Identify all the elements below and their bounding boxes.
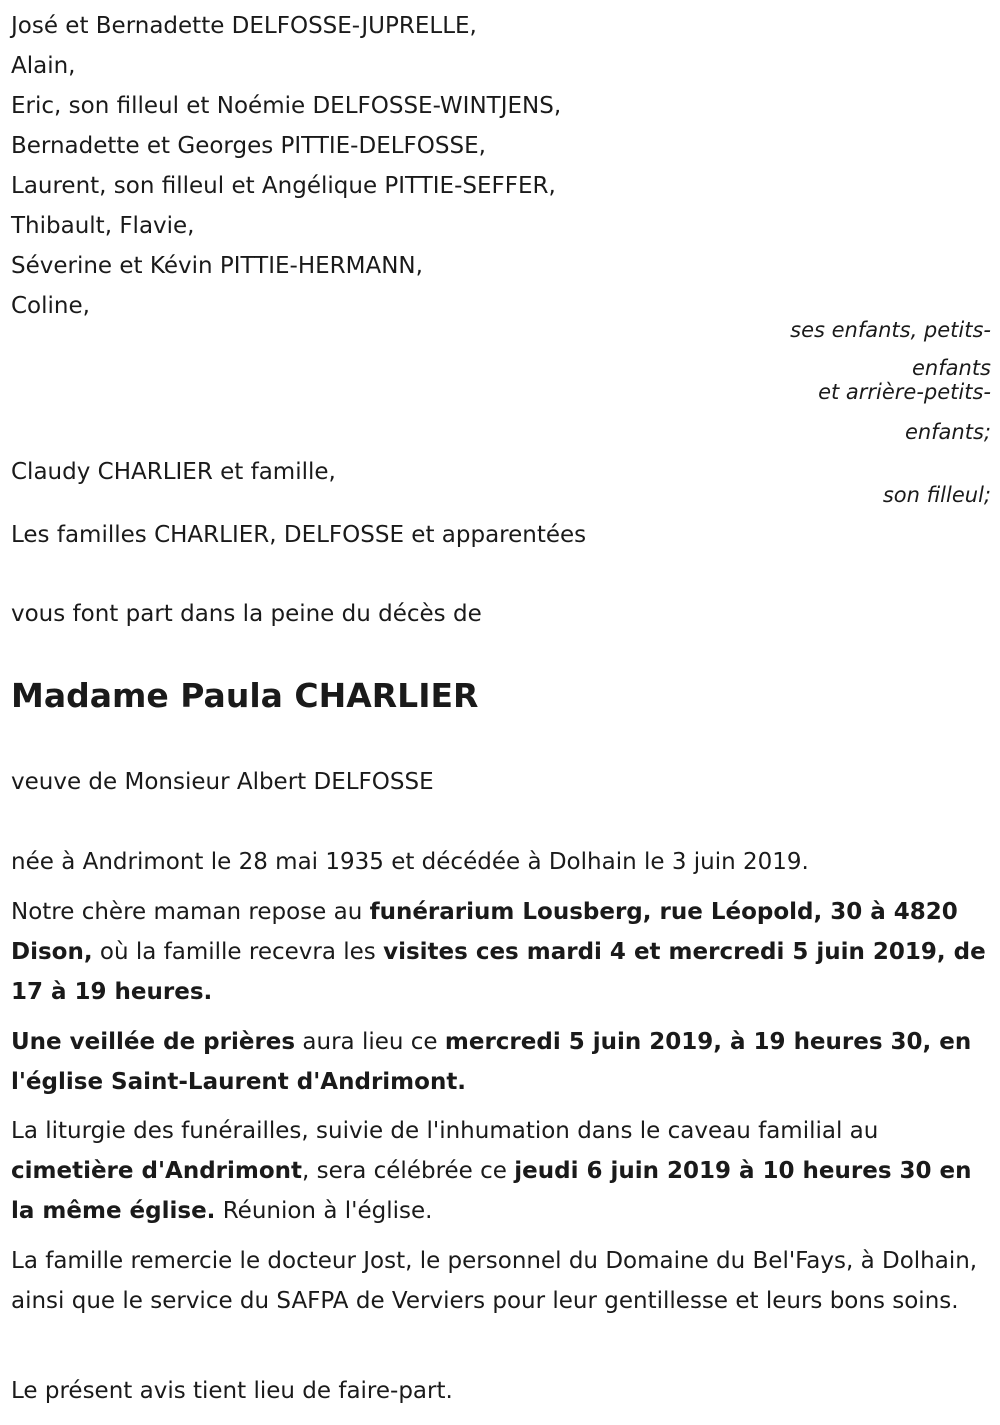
family-others: Les familles CHARLIER, DELFOSSE et apparentées [11,522,587,548]
family-line-7: Séverine et Kévin PITTIE-HERMANN, [11,253,423,279]
p1-bold-2: visites ces mardi 4 et mercredi 5 juin 2019, de 17 à 19 heures. [11,939,986,1005]
p2-bold-1: Une veillée de prières [11,1029,296,1055]
p2-bold-2: mercredi 5 juin 2019, à 19 heures 30, en l'église Saint-Laurent d'Andrimont. [11,1029,972,1095]
p1-text-2: où la famille recevra les [92,939,384,965]
widow-of: veuve de Monsieur Albert DELFOSSE [11,769,434,795]
paragraph-funerarium [11,892,991,1012]
relation-godson: son filleul; [882,483,991,507]
family-line-3: Eric, son filleul et Noémie DELFOSSE-WINTJENS, [11,93,562,119]
family-line-8: Coline, [11,293,90,319]
relation-great-grandchildren-line1: et arrière-petits- [818,380,991,404]
p3-text-2: , sera célébrée ce [302,1158,515,1184]
relation-children-line1: ses enfants, petits- [790,318,991,342]
birth-death-dates: née à Andrimont le 28 mai 1935 et décédée à Dolhain le 3 juin 2019. [11,849,809,875]
paragraph-vigil [11,1022,991,1102]
family-claudy: Claudy CHARLIER et famille, [11,459,336,485]
paragraph-liturgy [11,1111,991,1231]
family-line-5: Laurent, son filleul et Angélique PITTIE-SEFFER, [11,173,556,199]
family-line-1: José et Bernadette DELFOSSE-JUPRELLE, [11,13,477,39]
relation-great-grandchildren-line2: enfants; [904,420,991,444]
p1-bold-1: funérarium Lousberg, rue Léopold, 30 à 4820 Dison, [11,899,958,965]
family-line-2: Alain, [11,53,76,79]
announcement-intro: vous font part dans la peine du décès de [11,601,482,627]
p2-text-1: aura lieu ce [295,1029,445,1055]
p3-bold-2: jeudi 6 juin 2019 à 10 heures 30 en la même église. [11,1158,972,1224]
deceased-name: Madame Paula CHARLIER [11,676,479,715]
p3-bold-1: cimetière d'Andrimont [11,1158,303,1184]
p1-text-1: Notre chère maman repose au [11,899,370,925]
paragraph-notice: Le présent avis tient lieu de faire-part. [11,1378,453,1404]
paragraph-thanks: La famille remercie le docteur Jost, le personnel du Domaine du Bel'Fays, à Dolhain, ainsi que le service du SAFPA de Verviers pour leur gentillesse et leurs bons soins. [11,1248,978,1314]
relation-children-line2: enfants [912,356,991,380]
family-line-6: Thibault, Flavie, [11,213,195,239]
p3-text-1: La liturgie des funérailles, suivie de l'inhumation dans le caveau familial au [11,1118,879,1144]
family-line-4: Bernadette et Georges PITTIE-DELFOSSE, [11,133,486,159]
p3-text-3: Réunion à l'église. [215,1198,433,1224]
